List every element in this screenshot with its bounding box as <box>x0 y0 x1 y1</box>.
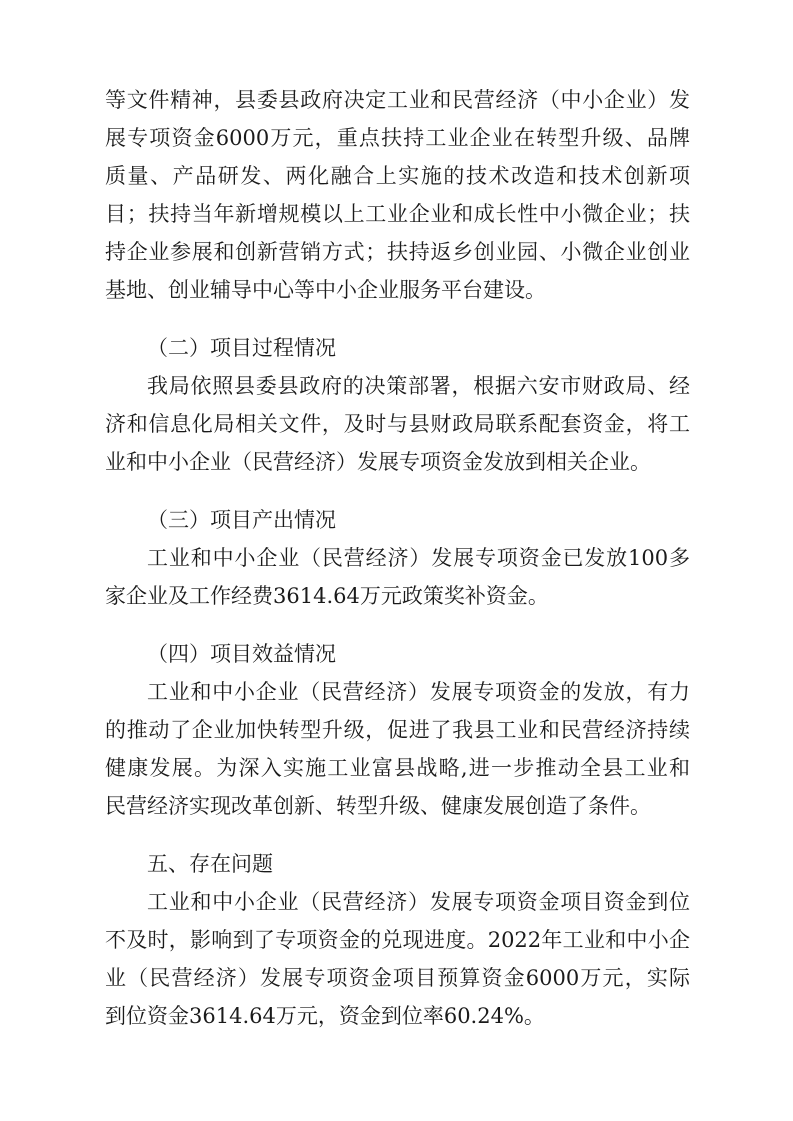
body-line: 展专项资金6000万元，重点扶持工业企业在转型升级、品牌 <box>105 126 690 150</box>
body-line: 我局依照县委县政府的决策部署，根据六安市财政局、经 <box>147 374 690 398</box>
body-line: 业和中小企业（民营经济）发展专项资金发放到相关企业。 <box>105 450 651 474</box>
body-line: 等文件精神，县委县政府决定工业和民营经济（中小企业）发 <box>105 88 690 112</box>
body-line: 民营经济实现改革创新、转型升级、健康发展创造了条件。 <box>105 794 651 818</box>
body-line: 质量、产品研发、两化融合上实施的技术改造和技术创新项 <box>105 164 690 188</box>
body-line: 的推动了企业加快转型升级，促进了我县工业和民营经济持续 <box>105 718 690 742</box>
body-line: 济和信息化局相关文件，及时与县财政局联系配套资金，将工 <box>105 412 690 436</box>
section-heading: （二）项目过程情况 <box>147 336 336 360</box>
body-line: 业（民营经济）发展专项资金项目预算资金6000万元，实际 <box>105 966 690 990</box>
body-line: 持企业参展和创新营销方式；扶持返乡创业园、小微企业创业 <box>105 240 690 264</box>
section-heading: （四）项目效益情况 <box>147 642 336 666</box>
body-line: 健康发展。为深入实施工业富县战略,进一步推动全县工业和 <box>105 756 690 780</box>
body-line: 基地、创业辅导中心等中小企业服务平台建设。 <box>105 278 546 302</box>
section-heading: 五、存在问题 <box>147 852 273 876</box>
body-line: 工业和中小企业（民营经济）发展专项资金项目资金到位 <box>147 890 690 914</box>
body-line: 工业和中小企业（民营经济）发展专项资金的发放，有力 <box>147 680 690 704</box>
body-line: 不及时，影响到了专项资金的兑现进度。2022年工业和中小企 <box>105 928 690 952</box>
section-heading: （三）项目产出情况 <box>147 508 336 532</box>
body-line: 工业和中小企业（民营经济）发展专项资金已发放100多 <box>147 546 690 570</box>
body-line: 家企业及工作经费3614.64万元政策奖补资金。 <box>105 584 549 608</box>
body-line: 目；扶持当年新增规模以上工业企业和成长性中小微企业；扶 <box>105 202 690 226</box>
body-line: 到位资金3614.64万元，资金到位率60.24%。 <box>105 1004 545 1028</box>
